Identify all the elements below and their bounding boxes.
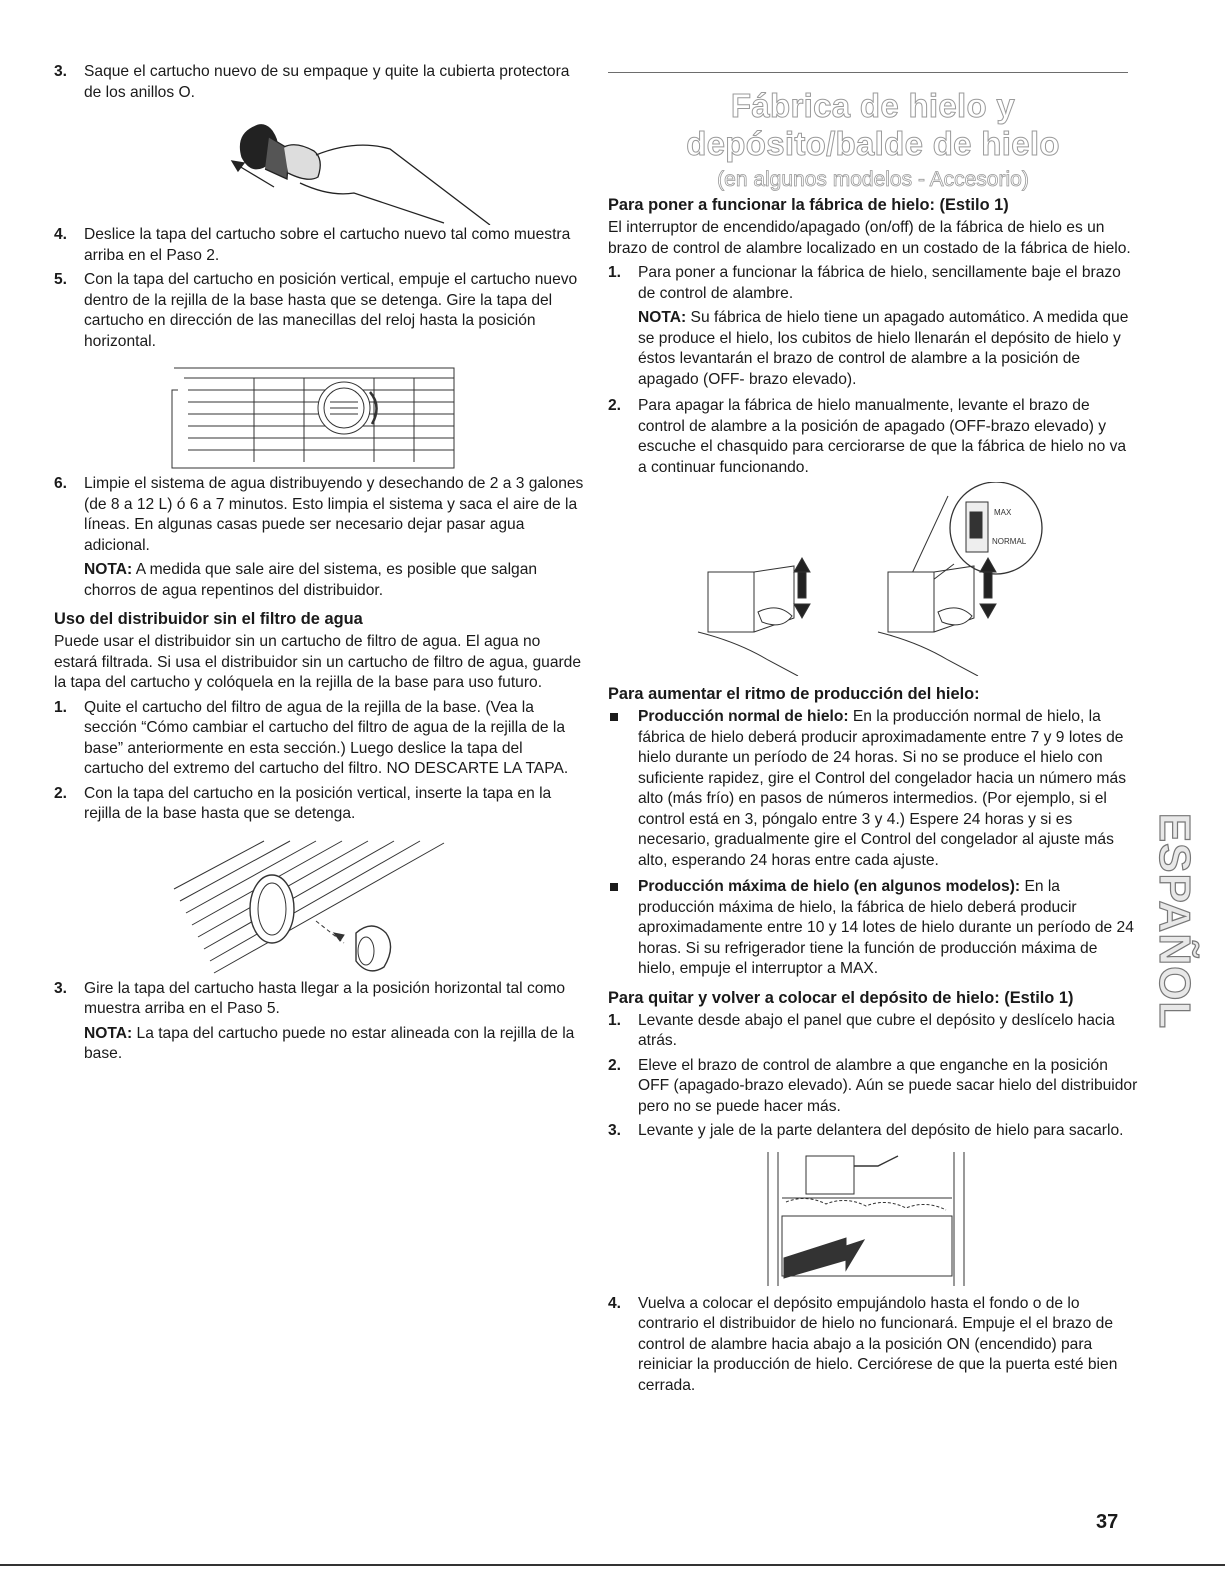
- normal-label: NORMAL: [992, 537, 1027, 546]
- base-grille-figure: [54, 356, 584, 474]
- step-number: 4.: [54, 226, 68, 243]
- intro-paragraph: Puede usar el distribuidor sin un cartucho de filtro de agua. El agua no estará filtrada. Si usa el distribuidor sin un cartucho de filtro de agua, guarde la tapa del cartucho y colóquela en la rejilla de la base para uso futuro.: [54, 633, 582, 691]
- bullet-max-production: [608, 877, 1138, 980]
- note-text: A medida que sale aire del sistema, es posible que salgan chorros de agua repentinos del distribuidor.: [84, 561, 538, 599]
- no-filter-step-3: [54, 979, 584, 1020]
- language-side-tab: [1150, 812, 1198, 1030]
- step-number: 2.: [608, 1056, 622, 1074]
- step-number: 3.: [608, 1122, 622, 1139]
- heading-increase-production: Para aumentar el ritmo de producción del hielo:: [608, 685, 980, 703]
- remove-step-1: [608, 1011, 1138, 1052]
- step-number: 3.: [54, 63, 68, 80]
- step-text: Para poner a funcionar la fábrica de hielo, sencillamente baje el brazo de control de alambre.: [638, 264, 1121, 302]
- step-number: 5.: [54, 271, 68, 288]
- step-text: Con la tapa del cartucho en posición vertical, empuje el cartucho nuevo dentro de la rejilla de la base hasta que se detenga. Gire la tapa del cartucho en dirección de las manecillas del reloj hasta la posición horizontal.: [84, 271, 578, 350]
- step-number: 2.: [608, 397, 622, 414]
- cartridge-oring-figure: [54, 107, 584, 225]
- note-auto-shutoff: [608, 308, 1138, 390]
- bottom-rule: [0, 1564, 1225, 1566]
- note-label: NOTA:: [84, 1024, 133, 1042]
- step-number: 4.: [608, 1294, 622, 1312]
- step-5-push-cartridge: [54, 270, 584, 352]
- step-6-flush-water: [54, 474, 584, 556]
- note-text: La tapa del cartucho puede no estar alineada con la rejilla de la base.: [84, 1024, 575, 1062]
- bullet-label: Producción normal de hielo:: [638, 708, 849, 725]
- step-number: 3.: [54, 979, 68, 997]
- bullet-text: En la producción máxima de hielo, la fábrica de hielo deberá producir aproximadamente entre 10 y 14 lotes de hielo durante un período de 24 horas. Si su refrigerador tiene la función de producción máxima de hielo, empuje el interruptor a MAX.: [638, 878, 1134, 977]
- step-text: Eleve el brazo de control de alambre a que enganche en la posición OFF (apagado-brazo elevado). Aún se puede sacar hielo del distribuidor pero no se puede hacer más.: [638, 1056, 1138, 1115]
- step-text: Vuelva a colocar el depósito empujándolo hasta el fondo o de lo contrario el distribuidor de hielo no funcionará. Empuje el el brazo de control de alambre hacia abajo a la posición ON (encendido) para reiniciar la producción de hielo. Cerciórese de que la puerta esté bien cerrada.: [638, 1294, 1118, 1394]
- right-column: [608, 64, 1138, 1400]
- section-subtitle: (en algunos modelos - Accesorio): [717, 168, 1029, 191]
- step-text: Para apagar la fábrica de hielo manualmente, levante el brazo de control de alambre a la posición de apagado (OFF-brazo elevado) y escuche el chasquido para cerciorarse de que la fábrica de hielo no va a continuar funcionando.: [638, 397, 1127, 476]
- step-text: Levante desde abajo el panel que cubre el depósito y deslícelo hacia atrás.: [638, 1011, 1115, 1049]
- bullet-text: En la producción normal de hielo, la fábrica de hielo deberá producir aproximadamente entre 7 y 9 lotes de hielo durante un período de 24 horas. Si no se produce el hielo con suficiente rapidez, gire el Control del congelador hacia un número más alto (más frío) en pasos de números intermedios. (Por ejemplo, si el control está en 3, póngalo entre 3 y 4.) Espere 24 horas y si es necesario, gradualmente gire el Control del congelador al ajuste más alto, esperando 24 horas entre cada ajuste.: [638, 708, 1127, 869]
- bullet-square: [610, 883, 618, 891]
- note-air-in-system: [54, 560, 584, 601]
- step-number: 6.: [54, 475, 68, 492]
- remove-step-2: [608, 1056, 1138, 1118]
- note-text: Su fábrica de hielo tiene un apagado automático. A medida que se produce el hielo, los cubitos de hielo llenarán el depósito de hielo y éstos levantarán el brazo de control de alambre a la posición de apagado (OFF- brazo elevado).: [638, 309, 1129, 388]
- note-label: NOTA:: [638, 309, 687, 326]
- step-text: Gire la tapa del cartucho hasta llegar a la posición horizontal tal como muestra arriba en el Paso 5.: [84, 979, 566, 1017]
- section-heading-no-filter: Uso del distribuidor sin el filtro de agua: [54, 610, 363, 628]
- step-text: Saque el cartucho nuevo de su empaque y quite la cubierta protectora de los anillos O.: [84, 63, 570, 101]
- heading-remove-bin: Para quitar y volver a colocar el depósito de hielo: (Estilo 1): [608, 988, 1074, 1007]
- remove-step-3: [608, 1121, 1138, 1142]
- language-label: ESPAÑOL: [1150, 812, 1199, 1030]
- max-label: MAX: [994, 508, 1012, 517]
- step-number: 1.: [54, 698, 68, 716]
- step-3-remove-cover: [54, 62, 584, 103]
- step-text: Deslice la tapa del cartucho sobre el cartucho nuevo tal como muestra arriba en el Paso 2.: [84, 226, 571, 264]
- section-rule: [608, 72, 1128, 73]
- note-label: NOTA:: [84, 561, 133, 578]
- left-column: [54, 62, 584, 1071]
- insert-cap-figure: [54, 829, 584, 979]
- bullet-square: [610, 713, 618, 721]
- step-number: 2.: [54, 784, 68, 802]
- remove-bin-figure: [608, 1146, 1138, 1294]
- bullet-label: Producción máxima de hielo (en algunos modelos):: [638, 878, 1021, 895]
- no-filter-step-1: [54, 698, 584, 780]
- step-text: Limpie el sistema de agua distribuyendo y desechando de 2 a 3 galones (de 8 a 12 L) ó 6 a 7 minutos. Esto limpia el sistema y saca el aire de la líneas. En algunas casas puede ser necesario dejar pasar agua adicional.: [84, 475, 584, 554]
- step-text: Quite el cartucho del filtro de agua de la rejilla de la base. (Vea la sección “Cómo cambiar el cartucho del filtro de agua de la rejilla de la base” anteriormente en esta sección.) Luego deslice la tapa del cartucho del extremo del cartucho del filtro. NO DESCARTE LA TAPA.: [84, 698, 569, 777]
- start-step-2: [608, 396, 1138, 478]
- step-text: Con la tapa del cartucho en la posición vertical, inserte la tapa en la rejilla de la base hasta que se detenga.: [84, 784, 552, 822]
- icemaker-arm-figure: [608, 482, 1138, 676]
- start-step-1: [608, 263, 1138, 304]
- icemaker-switch-paragraph: El interruptor de encendido/apagado (on/off) de la fábrica de hielo es un brazo de control de alambre localizado en un costado de la fábrica de hielo.: [608, 219, 1131, 257]
- remove-step-4: [608, 1294, 1138, 1397]
- step-4-slide-cap: [54, 225, 584, 266]
- note-cap-alignment: [54, 1024, 584, 1065]
- heading-start-icemaker: Para poner a funcionar la fábrica de hielo: (Estilo 1): [608, 196, 1009, 214]
- section-title: Fábrica de hielo y depósito/balde de hielo: [686, 87, 1060, 162]
- step-text: Levante y jale de la parte delantera del depósito de hielo para sacarlo.: [638, 1122, 1124, 1139]
- step-number: 1.: [608, 264, 622, 281]
- step-number: 1.: [608, 1011, 622, 1029]
- page-number: 37: [1096, 1511, 1119, 1533]
- bullet-normal-production: [608, 707, 1138, 871]
- no-filter-step-2: [54, 784, 584, 825]
